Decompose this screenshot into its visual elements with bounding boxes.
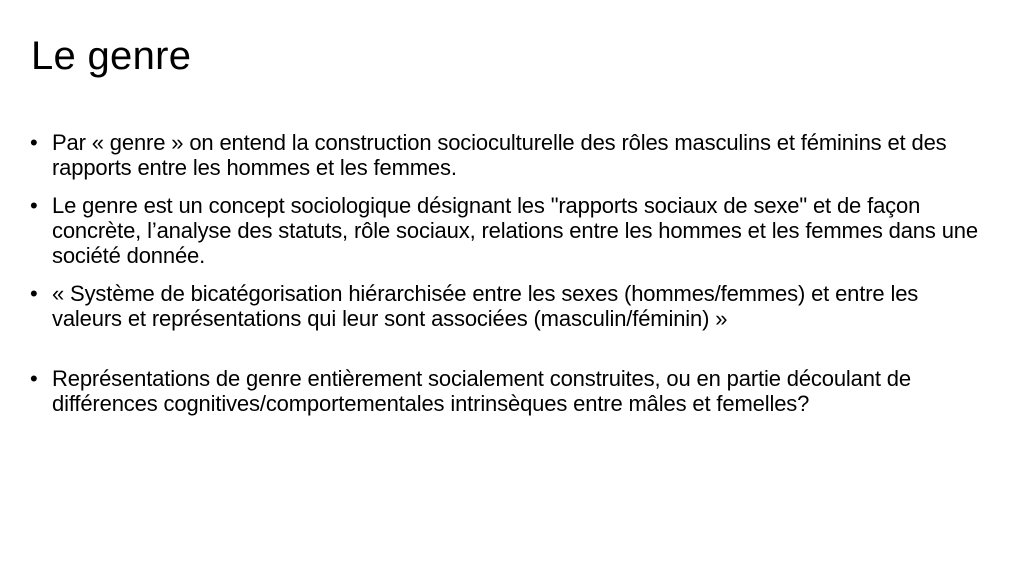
bullet-item (30, 281, 990, 331)
bullet-item (30, 130, 990, 180)
bullet-item (30, 366, 990, 416)
slide-title: Le genre (31, 34, 192, 78)
bullet-dot-icon: • (30, 281, 38, 306)
bullet-dot-icon: • (30, 130, 38, 155)
bullet-text: Représentations de genre entièrement socialement construites, ou en partie découlant de différences cognitives/comportementales intrinsèques entre mâles et femelles? (52, 366, 911, 416)
bullet-text: Par « genre » on entend la construction socioculturelle des rôles masculins et féminins et des rapports entre les hommes et les femmes. (52, 130, 947, 180)
bullet-dot-icon: • (30, 193, 38, 218)
bullet-dot-icon: • (30, 366, 38, 391)
bullet-text: Le genre est un concept sociologique désignant les "rapports sociaux de sexe" et de façon concrète, l’analyse des statuts, rôle sociaux, relations entre les hommes et les femmes dans une société donnée. (52, 193, 978, 268)
bullet-list (30, 130, 990, 429)
bullet-text: « Système de bicatégorisation hiérarchisée entre les sexes (hommes/femmes) et entre les valeurs et représentations qui leur sont associées (masculin/féminin) » (52, 281, 919, 331)
bullet-item (30, 193, 990, 268)
